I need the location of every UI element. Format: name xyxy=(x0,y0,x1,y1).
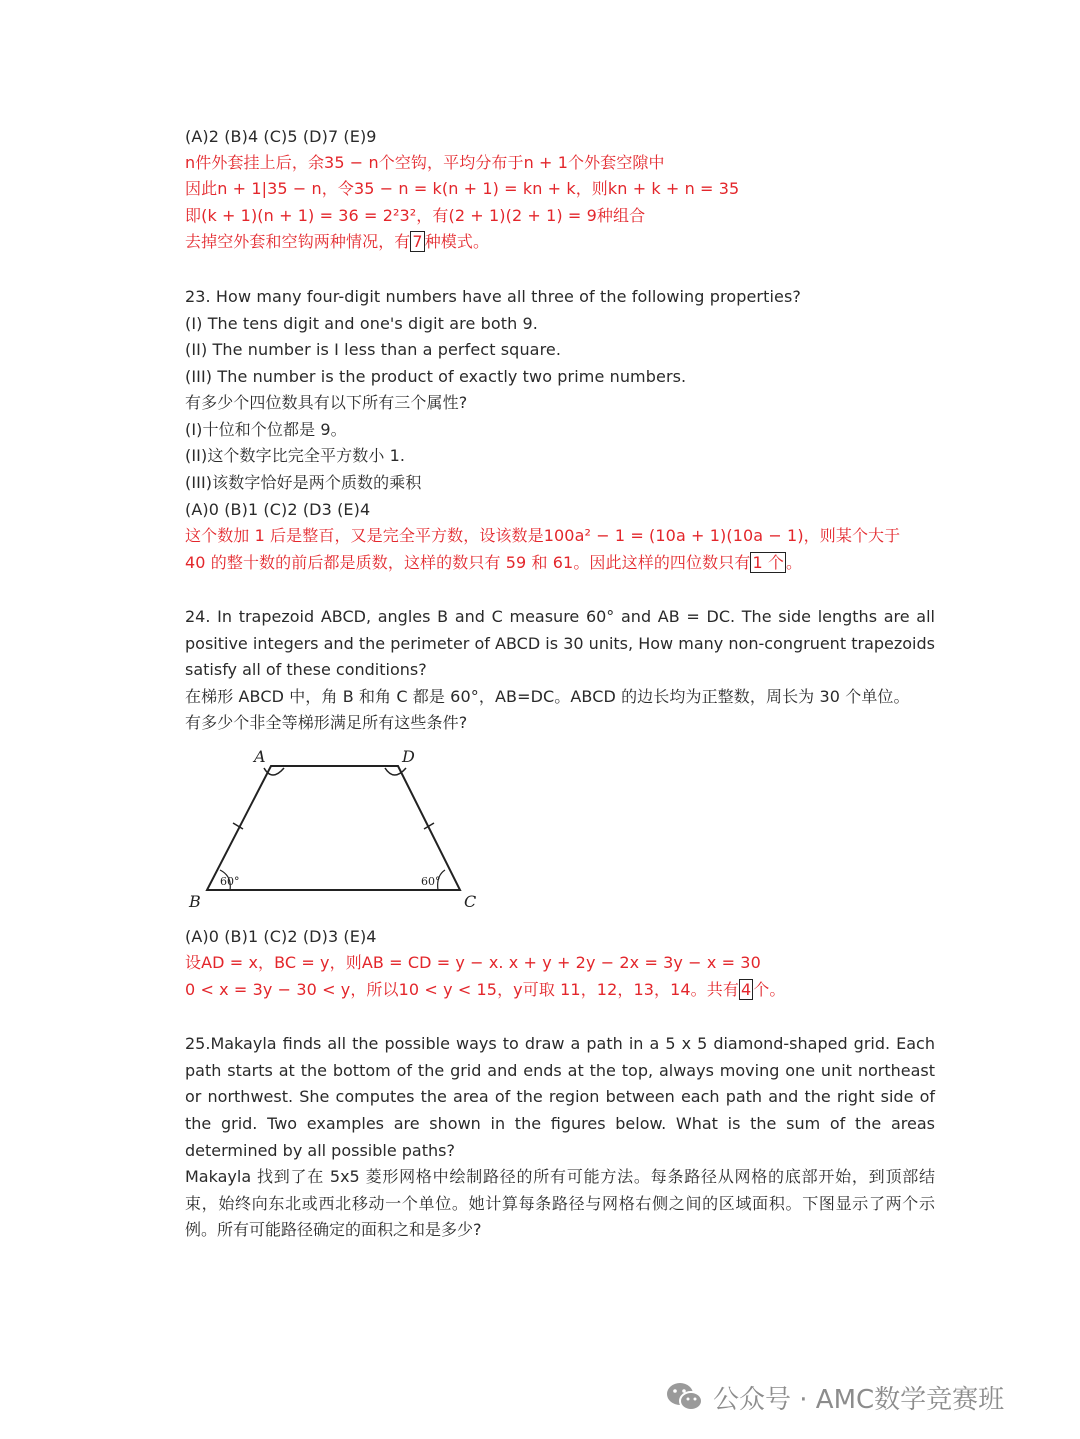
q23-choices: (A)0 (B)1 (C)2 (D3 (E)4 xyxy=(185,500,371,519)
q22-answer-box: 7 xyxy=(412,232,423,251)
angle-b-label: 60° xyxy=(220,875,240,888)
trapezoid-shape xyxy=(207,766,460,890)
q23-property-3-zh: (III)该数字恰好是两个质数的乘积 xyxy=(185,473,422,492)
q24-answer-box: 4 xyxy=(740,980,752,999)
q25-question-zh: Makayla 找到了在 5x5 菱形网格中绘制路径的所有可能方法。每条路径从网格的底部开始，到顶部结束，始终向东北或西北移动一个单位。她计算每条路径与网格右侧之间的区域面积。下图显示了两个示例。所有可能路径确定的面积之和是多少? xyxy=(185,1167,935,1240)
q22-answer-suffix: 种模式。 xyxy=(424,232,490,251)
q23-solution-line-2 xyxy=(185,552,802,574)
q22-solution-line-1: n件外套挂上后，余35 − n个空钩，平均分布于n + 1个外套空隙中 xyxy=(185,153,665,172)
watermark-text: 公众号 · AMC数学竞赛班 xyxy=(713,1384,1005,1415)
q22-solution-line-4 xyxy=(185,231,489,253)
q23-property-2-zh: (II)这个数字比完全平方数小 1. xyxy=(185,446,406,465)
q23-answer-box: 1 个 xyxy=(752,553,785,572)
q24-question-zh-1: 在梯形 ABCD 中，角 B 和角 C 都是 60°，AB=DC。ABCD 的边长均为正整数，周长为 30 个单位。 xyxy=(185,687,910,706)
q24-solution-line-1: 设AD = x，BC = y，则AB = CD = y − x. x + y + 2y − 2x = 3y − x = 30 xyxy=(185,953,761,972)
watermark xyxy=(665,1376,1004,1418)
q25-question: 25.Makayla finds all the possible ways to draw a path in a 5 x 5 diamond-shaped grid. Each path starts at the bottom of the grid and ends at the top, always moving one unit northeast or northwest. She computes the area of the region between each path and the right side of the grid. Two examples are shown in the figures below. What is the sum of the areas determined by all possible paths? xyxy=(185,1034,935,1160)
q23-question-zh: 有多少个四位数具有以下所有三个属性? xyxy=(185,393,468,412)
q22-solution-line-3: 即(k + 1)(n + 1) = 36 = 2²3²，有(2 + 1)(2 + 1) = 9种组合 xyxy=(185,206,646,225)
trapezoid-figure xyxy=(180,742,490,912)
vertex-label-b: B xyxy=(189,892,201,911)
q23-property-1-zh: (I)十位和个位都是 9。 xyxy=(185,420,347,439)
q23-answer-prefix: 40 的整十数的前后都是质数，这样的数只有 59 和 61。因此这样的四位数只有 xyxy=(185,553,751,572)
angle-c-label: 60° xyxy=(421,875,441,888)
vertex-label-d: D xyxy=(402,747,415,766)
q24-answer-suffix: 个。 xyxy=(753,980,786,999)
q23-answer-suffix: 。 xyxy=(786,553,803,572)
q24-solution-line-2 xyxy=(185,979,785,1001)
q24-choices: (A)0 (B)1 (C)2 (D)3 (E)4 xyxy=(185,927,377,946)
q23-question: 23. How many four-digit numbers have all three of the following properties? xyxy=(185,287,801,306)
q24-answer-prefix: 0 < x = 3y − 30 < y，所以10 < y < 15，y可取 11，12，13，14。共有 xyxy=(185,980,739,999)
q24-question-zh-2: 有多少个非全等梯形满足所有这些条件? xyxy=(185,713,468,732)
q22-answer-prefix: 去掉空外套和空钩两种情况，有 xyxy=(185,232,411,251)
q22-choices: (A)2 (B)4 (C)5 (D)7 (E)9 xyxy=(185,127,377,146)
wechat-icon xyxy=(665,1380,705,1414)
q23-property-1: (I) The tens digit and one's digit are both 9. xyxy=(185,314,538,333)
vertex-label-c: C xyxy=(464,892,477,911)
q23-property-2: (II) The number is I less than a perfect square. xyxy=(185,340,562,359)
q23-property-3: (III) The number is the product of exactly two prime numbers. xyxy=(185,367,687,386)
q23-solution-line-1: 这个数加 1 后是整百，又是完全平方数，设该数是100a² − 1 = (10a + 1)(10a − 1)，则某个大于 xyxy=(185,526,901,545)
q22-solution-line-2: 因此n + 1|35 − n，令35 − n = k(n + 1) = kn + k，则kn + k + n = 35 xyxy=(185,179,740,198)
vertex-label-a: A xyxy=(254,747,266,766)
q24-question: 24. In trapezoid ABCD, angles B and C measure 60° and AB = DC. The side lengths are all positive integers and the perimeter of ABCD is 30 units, How many non-congruent trapezoids satisfy all of these conditions? xyxy=(185,607,935,680)
